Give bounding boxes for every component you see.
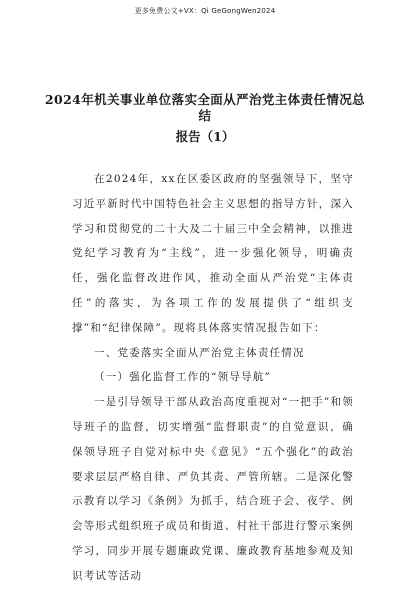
intro-paragraph: 在2024年，xx在区委区政府的坚强领导下，坚守习近平新时代中国特色社会主义思想的指导方针，深入学习和贯彻党的二十大及二十届三中全会精神，以推进党纪学习教育为“主线”，进一步强化领导，明确责任，强化监督改进作风，推动全面从严治党“主体责任”的落实，为各项工作的发展提供了“组织支撑”和“纪律保障”。现将具体落实情况报告如下： (72, 173, 354, 334)
body-paragraph: 一是引导领导干部从政治高度重视对“一把手”和领导班子的监督，切实增强“监督职责”的自觉意识，确保领导班子自觉对标中央《意见》“五个强化”的政治要求层层严格自律、严负其责、严管所辖。二是深化警示教育以学习《条例》为抓手，结合班子会、夜学、例会等形式组织班子成员和街道、村社干部进行警示案例学习，同步开展专题廉政党课、廉政教育基地参观及知识考试等活动 (72, 396, 354, 582)
section-heading: 一、党委落实全面从严治党主体责任情况 (94, 346, 305, 359)
header-note: 更多免费公文+VX：Qi GeGongWen2024 (134, 7, 276, 15)
document-body (72, 167, 354, 589)
document-title: 2024年机关事业单位落实全面从严治党主体责任情况总结 (44, 92, 366, 123)
subsection-heading: （一）强化监督工作的“领导导航” (94, 371, 271, 384)
document-subtitle: 报告（1） (175, 129, 235, 144)
